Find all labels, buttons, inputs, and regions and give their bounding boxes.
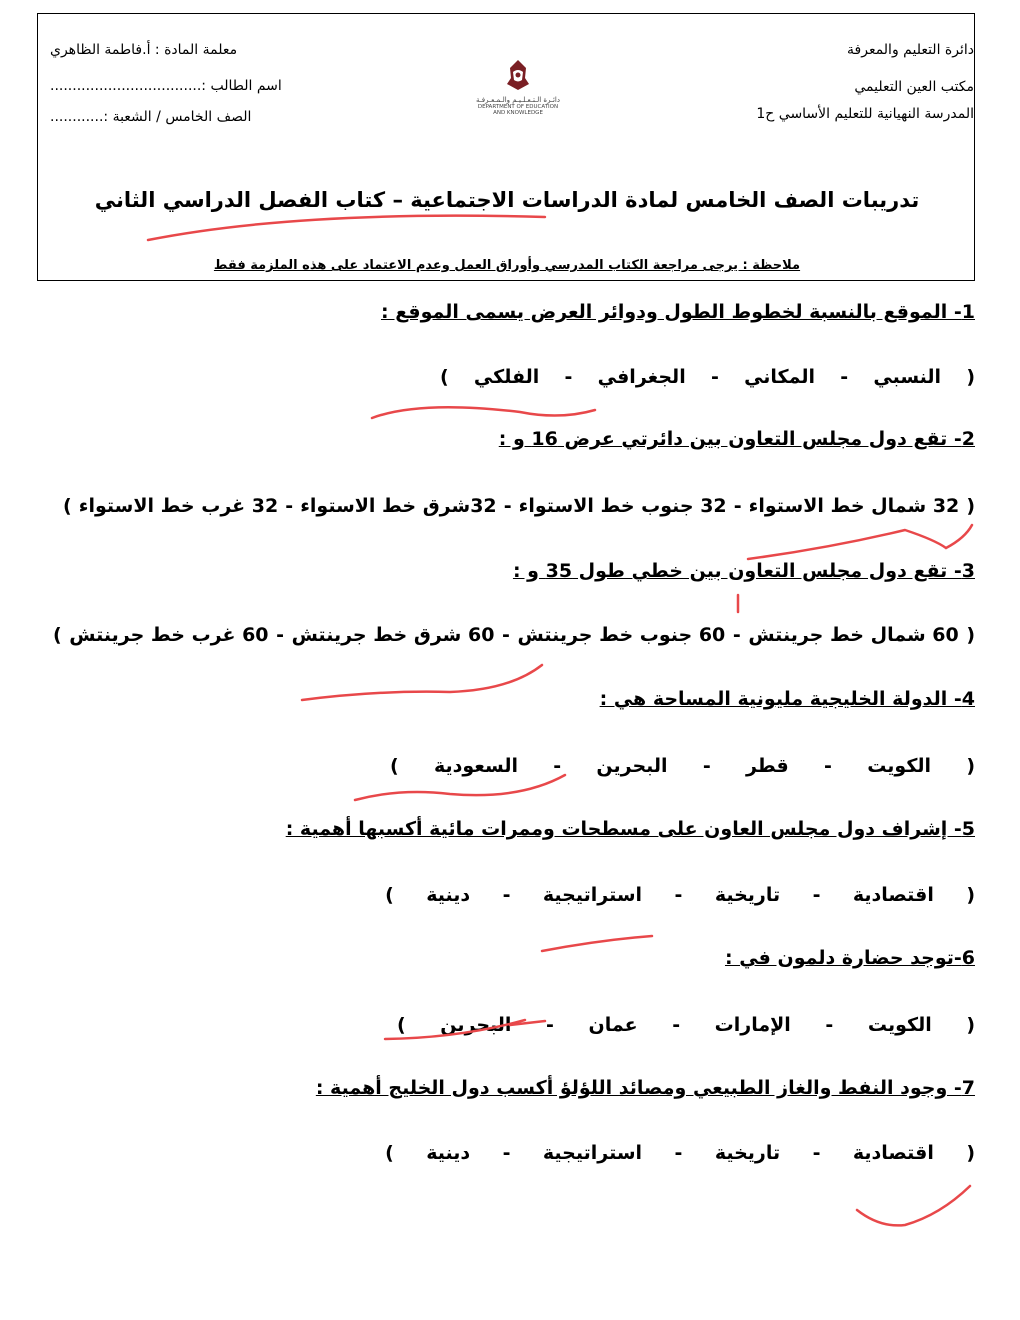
close-paren: ) bbox=[63, 495, 72, 517]
worksheet-title: تدريبات الصف الخامس لمادة الدراسات الاجتماعية – كتاب الفصل الدراسي الثاني bbox=[94, 188, 920, 212]
close-paren: ) bbox=[385, 884, 394, 906]
option: دينية bbox=[426, 884, 471, 906]
annotation-stroke bbox=[302, 665, 542, 700]
separator: - bbox=[672, 1014, 681, 1036]
option: البحرين bbox=[596, 755, 668, 777]
close-paren: ) bbox=[390, 755, 399, 777]
close-paren: ) bbox=[385, 1142, 394, 1164]
option: الفلكي bbox=[473, 366, 540, 388]
question-1-options bbox=[440, 362, 975, 392]
question-2: 2- تقع دول مجلس التعاون بين دائرتي عرض 16 و : bbox=[498, 428, 975, 450]
department-logo bbox=[463, 58, 573, 116]
open-paren: ( bbox=[966, 495, 975, 517]
question-6-options bbox=[397, 1010, 975, 1040]
option: 60 شمال خط جرينتش bbox=[748, 624, 959, 646]
worksheet-note: ملاحظة : يرجى مراجعة الكتاب المدرسي وأوراق العمل وعدم الاعتماد على هذه الملزمة فقط bbox=[213, 258, 801, 273]
separator: - bbox=[674, 884, 683, 906]
header-teacher: معلمة المادة : أ.فاطمة الظاهري bbox=[50, 42, 238, 58]
question-2-options bbox=[63, 491, 975, 521]
option: 32شرق خط الاستواء bbox=[300, 495, 497, 517]
open-paren: ( bbox=[966, 1142, 975, 1164]
separator: - bbox=[564, 366, 573, 388]
close-paren: ) bbox=[397, 1014, 406, 1036]
open-paren: ( bbox=[966, 755, 975, 777]
header-office: مكتب العين التعليمي bbox=[854, 79, 974, 95]
separator: - bbox=[502, 624, 510, 646]
annotation-stroke bbox=[748, 525, 972, 559]
option: اقتصادية bbox=[852, 1142, 934, 1164]
header-school: المدرسة النهيانية للتعليم الأساسي ح1 bbox=[756, 106, 974, 122]
logo-arabic-text: دائـرة الـتـعـلـيـم والـمـعـرفـة bbox=[476, 96, 560, 104]
option: الكويت bbox=[867, 1014, 932, 1036]
header-student-name: اسم الطالب :.................................. bbox=[50, 78, 282, 94]
option: السعودية bbox=[433, 755, 518, 777]
separator: - bbox=[276, 624, 284, 646]
question-1: 1- الموقع بالنسبة لخطوط الطول ودوائر العرض يسمى الموقع : bbox=[380, 301, 975, 323]
option: دينية bbox=[426, 1142, 471, 1164]
header-box bbox=[37, 13, 975, 281]
close-paren: ) bbox=[440, 366, 449, 388]
separator: - bbox=[812, 1142, 821, 1164]
annotation-stroke bbox=[857, 1186, 970, 1225]
option: قطر bbox=[745, 755, 789, 777]
option: المكاني bbox=[744, 366, 815, 388]
separator: - bbox=[812, 884, 821, 906]
option: 60 غرب خط جرينتش bbox=[69, 624, 269, 646]
annotation-stroke bbox=[542, 936, 652, 951]
separator: - bbox=[824, 755, 832, 777]
open-paren: ( bbox=[966, 1014, 975, 1036]
open-paren: ( bbox=[966, 366, 975, 388]
option: الجغرافي bbox=[597, 366, 686, 388]
separator: - bbox=[732, 624, 741, 646]
separator: - bbox=[502, 884, 511, 906]
option: استراتيجية bbox=[542, 884, 643, 906]
separator: - bbox=[674, 1142, 683, 1164]
option: تاريخية bbox=[714, 1142, 781, 1164]
falcon-emblem-icon bbox=[503, 58, 533, 92]
option: 60 جنوب خط جرينتش bbox=[517, 624, 726, 646]
header-class-section: الصف الخامس / الشعبة :............ bbox=[50, 109, 252, 125]
separator: - bbox=[553, 755, 562, 777]
option: 60 شرق خط جرينتش bbox=[291, 624, 495, 646]
question-4-options bbox=[390, 751, 975, 781]
separator: - bbox=[825, 1014, 834, 1036]
separator: - bbox=[710, 366, 719, 388]
logo-english-line-1: DEPARTMENT OF EDUCATION bbox=[477, 104, 559, 110]
separator: - bbox=[546, 1014, 554, 1036]
close-paren: ) bbox=[53, 624, 62, 646]
separator: - bbox=[733, 495, 742, 517]
option: عمان bbox=[588, 1014, 638, 1036]
option: الإمارات bbox=[714, 1014, 791, 1036]
option: 32 غرب خط الاستواء bbox=[78, 495, 279, 517]
separator: - bbox=[503, 495, 512, 517]
question-3-options bbox=[53, 620, 975, 650]
header-department: دائرة التعليم والمعرفة bbox=[847, 42, 974, 58]
option: الكويت bbox=[867, 755, 932, 777]
annotation-stroke bbox=[372, 407, 595, 418]
separator: - bbox=[702, 755, 711, 777]
separator: - bbox=[285, 495, 294, 517]
option: استراتيجية bbox=[542, 1142, 643, 1164]
question-5-options bbox=[385, 880, 975, 910]
option: 32 جنوب خط الاستواء bbox=[518, 495, 727, 517]
question-7: 7- وجود النفط والغاز الطبيعي ومصائد اللؤلؤ أكسب دول الخليج أهمية : bbox=[315, 1077, 975, 1099]
option: النسبي bbox=[873, 366, 942, 388]
option: اقتصادية bbox=[852, 884, 934, 906]
separator: - bbox=[502, 1142, 511, 1164]
question-7-options bbox=[385, 1138, 975, 1168]
option: تاريخية bbox=[714, 884, 781, 906]
question-3: 3- تقع دول مجلس التعاون بين خطي طول 35 و : bbox=[512, 560, 975, 582]
question-5: 5- إشراف دول مجلس العاون على مسطحات وممرات مائية أكسبها أهمية : bbox=[285, 818, 975, 840]
question-4: 4- الدولة الخليجية مليونية المساحة هي : bbox=[599, 688, 975, 710]
option: 32 شمال خط الاستواء bbox=[748, 495, 960, 517]
open-paren: ( bbox=[966, 884, 975, 906]
logo-english-line-2: AND KNOWLEDGE bbox=[493, 110, 543, 116]
separator: - bbox=[840, 366, 849, 388]
question-6: 6-توجد حضارة دلمون في : bbox=[724, 947, 975, 969]
open-paren: ( bbox=[966, 624, 975, 646]
option: البحرين bbox=[440, 1014, 512, 1036]
